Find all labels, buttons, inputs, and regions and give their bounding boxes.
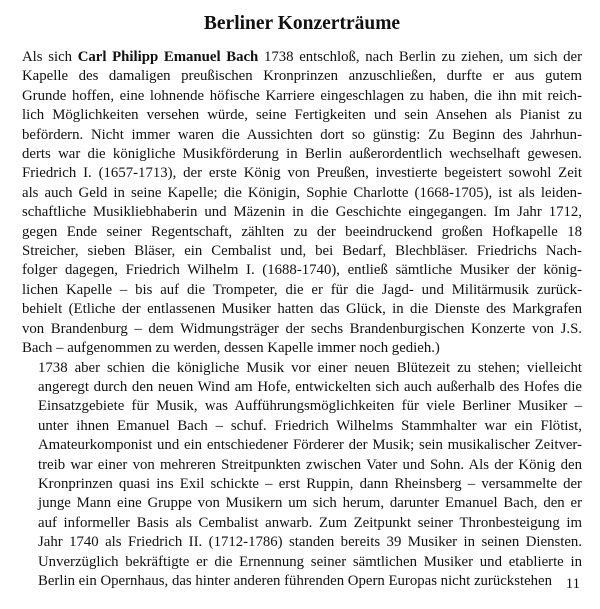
text-line [22,184,582,203]
text-line [22,242,582,261]
text-run: Grunde hoffen, eine lohnende höfische Karriere eingeschlagen zu haben, die ihn mit reich- [22,87,582,104]
text-run: lichen Kapelle – bis auf die Trompeter, die er für die Jagd- und Militärmusik zurück- [22,281,582,298]
text-run: Bach – aufgenommen zu werden, dessen Kapelle immer noch gedieh.) [22,340,440,357]
text-line [22,339,582,358]
text-run: Amateurkomponist und ein entschiedener Förderer der Musik; sein musikalischer Zeitver- [38,437,582,454]
text-line [22,87,582,106]
text-run: Unverzüglich bekräftigte er die Ernennung seiner sämtlichen Musiker und etablierte in [38,553,582,570]
page-number: 11 [565,576,580,592]
text-line [22,436,582,455]
text-line [22,514,582,533]
text-run: behielt (Etliche der entlassenen Musiker hatten das Glück, in die Dienste des Markgrafen [22,301,582,318]
text-run: Als sich [22,49,78,65]
text-line [22,300,582,319]
text-line [22,67,582,86]
text-run: Kapelle des damaligen preußischen Kronprinzen anzuschließen, durfte er aus gutem [22,68,582,85]
text-run: als auch Geld in seine Kapelle; die Königin, Sophie Charlotte (1668-1705), ist als leiden- [22,184,582,201]
text-line [22,553,582,572]
text-run: Carl Philipp Emanuel Bach [77,49,259,65]
text-line [22,48,582,67]
text-line [22,494,582,513]
text-run: derts war die königliche Musikförderung in Berlin außerordentlich wechselhaft gewesen. [22,146,582,163]
text-line [22,320,582,339]
text-line [22,397,582,416]
text-line [22,223,582,242]
text-run: Friedrich I. (1657-1713), der erste König von Preußen, investierte begeistert sowohl Zeit [22,165,582,182]
text-run: von Brandenburg – dem Widmungsträger der sechs Brandenburgischen Konzerte von J.S. [22,320,582,337]
text-run: folger dagegen, Friedrich Wilhelm I. (1688-1740), entließ sämtliche Musiker der könig- [22,262,582,279]
text-run: unter ihnen Emanuel Bach – schuf. Friedrich Wilhelms Stammhalter war ein Flötist, [38,417,582,434]
text-line [22,106,582,125]
page-title: Berliner Konzerträume [203,13,401,34]
text-line [22,475,582,494]
text-run: 1738 aber schien die königliche Musik vor einer neuen Blütezeit zu stehen; vielleicht [38,359,582,376]
text-run: befördern. Nicht immer waren die Aussichten dort so günstig: Zu Beginn des Jahrhun- [22,126,582,143]
text-line [22,145,582,164]
text-run: Kronprinzen quasi ins Exil schickte – erst Ruppin, dann Rheinsberg – versammelte der [38,475,582,492]
text-line [22,359,582,378]
text-line [22,417,582,436]
text-line [22,126,582,145]
paragraph-1 [22,48,582,359]
text-line [22,281,582,300]
text-run: junge Mann eine Gruppe von Musikern um sich herum, darunter Emanuel Bach, den er [38,495,582,512]
paragraph-2 [22,359,582,592]
text-run: Einsatzgebiete für Musik, was Aufführungsmöglichkeiten für viele Berliner Musiker – [38,398,582,415]
text-line [22,164,582,183]
text-line [22,378,582,397]
text-run: treib war einer von mehreren Streitpunkten zwischen Vater und Sohn. Als der König den [38,456,582,473]
text-run: lich Möglichkeiten versehen würde, seine Fertigkeiten und sein Ansehen als Pianist zu [22,107,582,124]
text-line [22,572,582,591]
text-line [22,456,582,475]
text-run: Streicher, sieben Bläser, ein Cembalist und, bei Bedarf, Blechbläser. Friedrichs Nach- [22,243,582,260]
text-run: gegen Ende seiner Regentschaft, zählten zu der beeindruckend großen Hofkapelle 18 [22,223,582,240]
text-run: schaftliche Musikliebhaberin und Mäzenin in die Geschichte eingegangen. Im Jahr 1712, [22,204,582,221]
text-line [22,203,582,222]
text-run: Jahr 1740 als Friedrich II. (1712-1786) standen bereits 39 Musiker in seinen Diensten. [38,534,582,551]
text-line [22,533,582,552]
text-run: angeregt durch den neuen Wind am Hofe, entwickelten sich auch außerhalb des Hofes die [38,378,582,395]
text-line [22,261,582,280]
text-run: 1738 entschloß, nach Berlin zu ziehen, um sich der [258,49,583,65]
text-run: Berlin ein Opernhaus, das hinter anderen führenden Opern Europas nicht zurückstehen [38,572,553,589]
text-run: auf informeller Basis als Cembalist anwarb. Zum Zeitpunkt seiner Thronbesteigung im [38,514,582,531]
